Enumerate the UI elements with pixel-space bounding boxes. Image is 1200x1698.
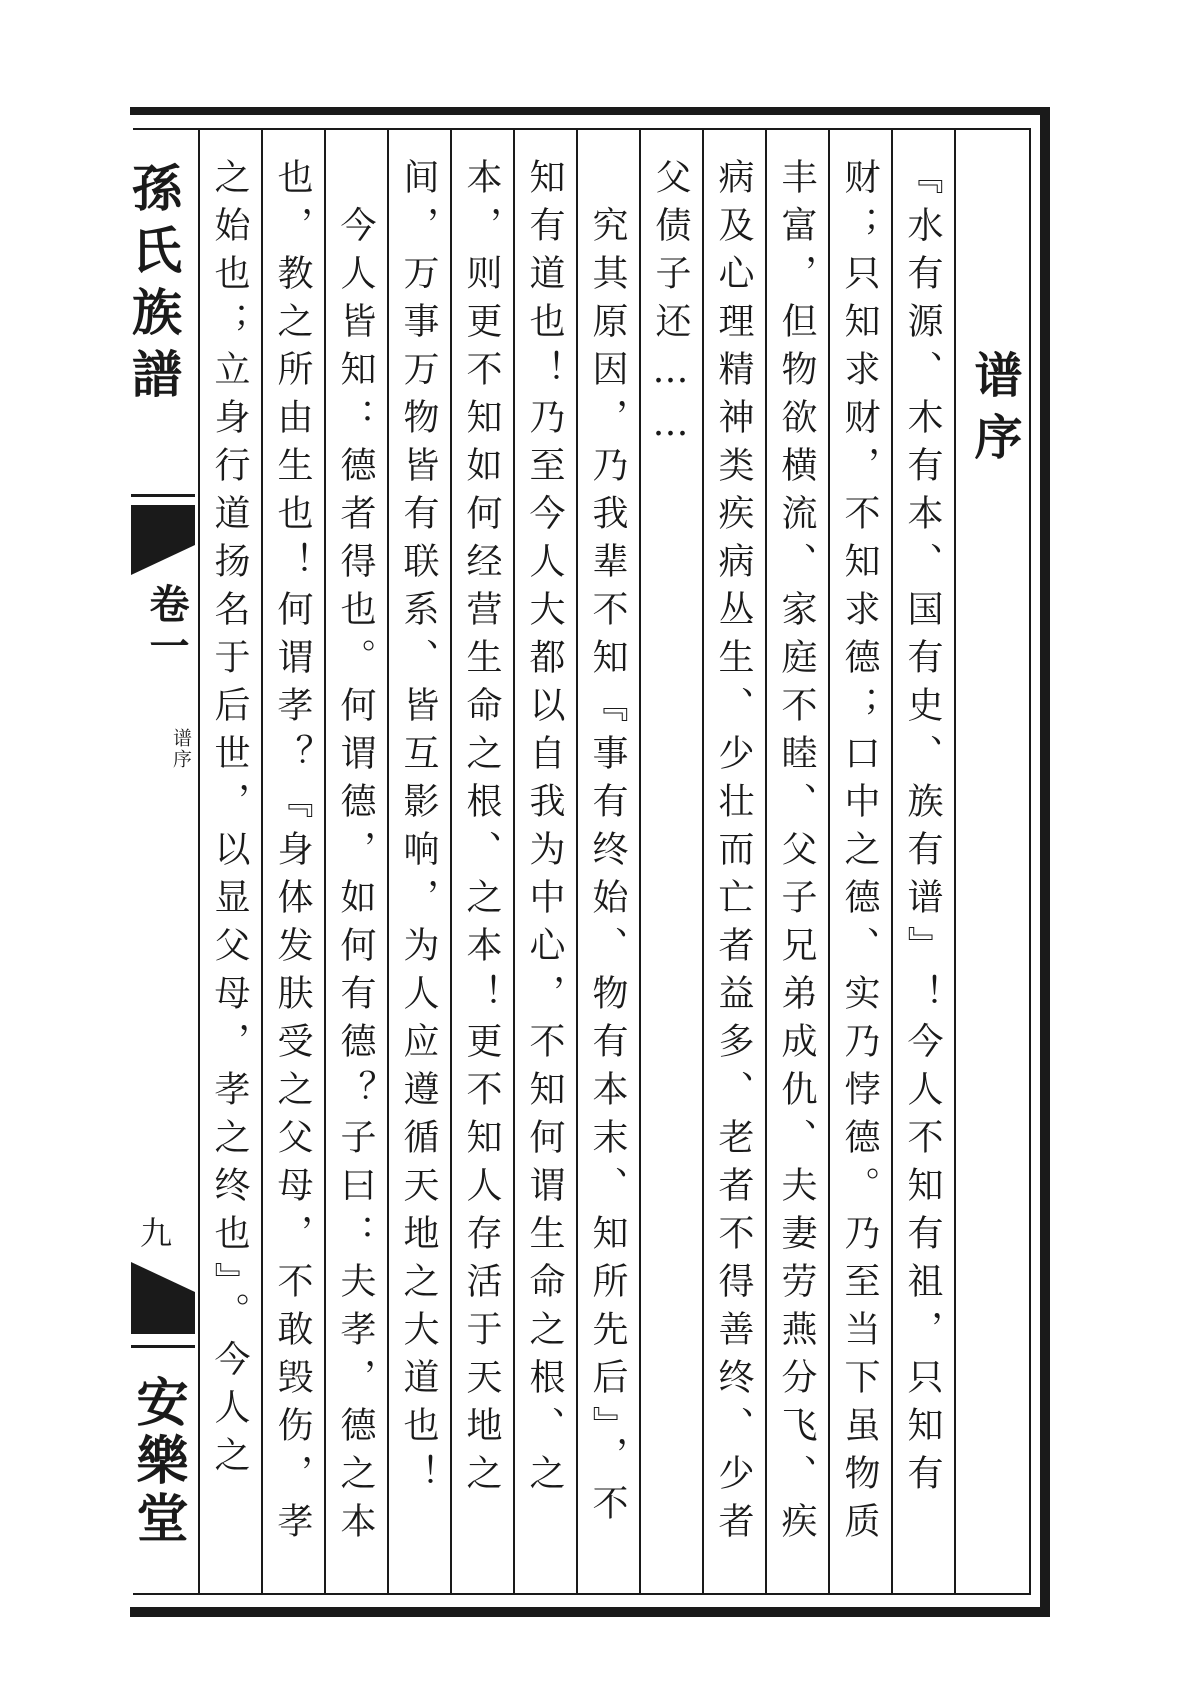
chevron-notch-lower	[131, 1262, 195, 1334]
text-column-6	[576, 130, 639, 1593]
text-column-10	[324, 130, 387, 1593]
text-column-3	[765, 130, 828, 1593]
text-line: 究其原因，乃我辈不知『事有终始、物有本末、知所先后』，不	[587, 158, 628, 1532]
text-line: 『水有源、木有本、国有史、族有谱』！今人不知有祖，只知有	[902, 158, 943, 1502]
page-number: 九	[139, 1214, 172, 1252]
text-line: 之始也；立身行道扬名于后世，以显父母，孝之终也』。今人之	[209, 158, 250, 1484]
page-title: 谱序	[966, 350, 1022, 474]
text-column-12	[198, 130, 261, 1593]
chevron-notch-upper	[131, 505, 195, 575]
text-line: 也，教之所由生也！何谓孝？『身体发肤受之父母，不敢毁伤，孝	[272, 158, 313, 1550]
text-column-5	[639, 130, 702, 1593]
text-line: 病及心理精神类疾病丛生、少壮而亡者益多、老者不得善终、少者	[713, 158, 754, 1550]
text-column-1	[891, 130, 954, 1593]
section-label: 谱序	[170, 728, 192, 770]
text-line: 财；只知求财，不知求德；口中之德、实乃悖德。乃至当下虽物质	[839, 158, 880, 1550]
volume-label: 卷一	[143, 583, 189, 667]
spine-divider	[131, 494, 195, 497]
spine-divider-lower	[131, 1345, 195, 1348]
text-line: 间，万事万物皆有联系、皆互影响，为人应遵循天地之大道也！	[398, 158, 439, 1502]
text-column-4	[702, 130, 765, 1593]
text-line: 知有道也！乃至今人大都以自我为中心，不知何谓生命之根、之	[524, 158, 565, 1502]
text-line: 今人皆知：德者得也。何谓德，如何有德？子曰：夫孝，德之本	[335, 158, 376, 1550]
text-column-2	[828, 130, 891, 1593]
text-column-8	[450, 130, 513, 1593]
text-line: 丰富，但物欲横流、家庭不睦、父子兄弟成仇、夫妻劳燕分飞、疾	[776, 158, 817, 1550]
genealogy-title: 孫氏族譜	[124, 162, 182, 410]
text-line: 父债子还……	[650, 158, 691, 456]
text-column-9	[387, 130, 450, 1593]
text-column-7	[513, 130, 576, 1593]
hall-name: 安樂堂	[127, 1375, 187, 1549]
text-column-11	[261, 130, 324, 1593]
text-line: 本，则更不知如何经营生命之根、之本！更不知人存活于天地之	[461, 158, 502, 1502]
